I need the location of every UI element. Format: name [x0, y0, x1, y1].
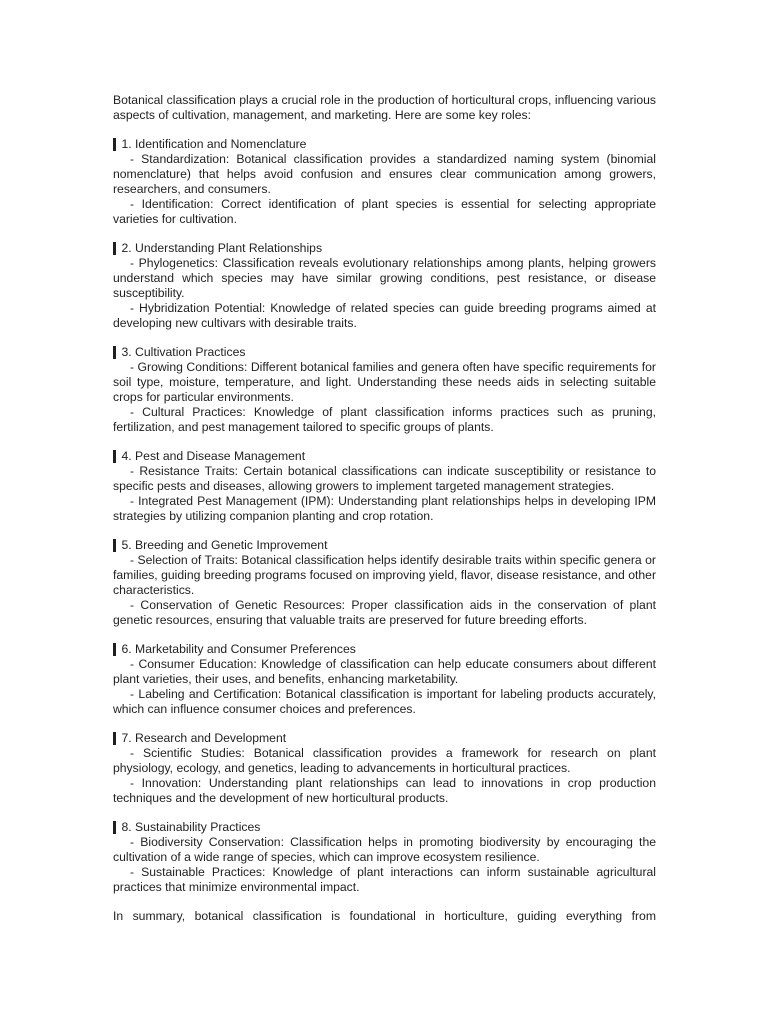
- section-point: - Standardization: Botanical classification provides a standardized naming system (binomial nomenclature) that helps avoid confusion and ensures clear communication among growers, researchers, and consumers.: [113, 152, 656, 196]
- heading-bar-icon: [113, 450, 116, 463]
- section-pest-disease: [113, 449, 656, 524]
- summary-paragraph: In summary, botanical classification is foundational in horticulture, guiding everything from: [113, 909, 656, 923]
- section-heading: [113, 538, 656, 553]
- section-research: [113, 731, 656, 806]
- section-heading-text: 8. Sustainability Practices: [121, 820, 261, 834]
- section-heading: [113, 642, 656, 657]
- section-heading-text: 4. Pest and Disease Management: [121, 449, 306, 463]
- section-point: - Cultural Practices: Knowledge of plant classification informs practices such as pruning, fertilization, and pest management tailored to specific groups of plants.: [113, 405, 656, 434]
- section-heading: [113, 820, 656, 835]
- section-cultivation-practices: [113, 345, 656, 435]
- heading-bar-icon: [113, 539, 116, 552]
- section-heading: [113, 137, 656, 152]
- section-point: - Consumer Education: Knowledge of classification can help educate consumers about different plant varieties, their uses, and benefits, enhancing marketability.: [113, 657, 656, 686]
- section-point: - Conservation of Genetic Resources: Proper classification aids in the conservation of plant genetic resources, ensuring that valuable traits are preserved for future breeding efforts.: [113, 598, 656, 627]
- document-page: [113, 93, 656, 924]
- section-sustainability: [113, 820, 656, 895]
- section-heading: [113, 241, 656, 256]
- section-heading-text: 7. Research and Development: [121, 731, 287, 745]
- section-point: - Integrated Pest Management (IPM): Understanding plant relationships helps in developing IPM strategies by utilizing companion planting and crop rotation.: [113, 494, 656, 523]
- section-point: - Resistance Traits: Certain botanical classifications can indicate susceptibility or resistance to specific pests and diseases, allowing growers to implement targeted management strategies.: [113, 464, 656, 493]
- heading-bar-icon: [113, 138, 116, 151]
- section-heading-text: 6. Marketability and Consumer Preferences: [121, 642, 356, 656]
- section-breeding: [113, 538, 656, 628]
- section-point: - Phylogenetics: Classification reveals evolutionary relationships among plants, helping growers understand which species may have similar growing conditions, pest resistance, or disease susceptibility.: [113, 256, 656, 300]
- section-point: - Growing Conditions: Different botanical families and genera often have specific requirements for soil type, moisture, temperature, and light. Understanding these needs aids in selecting suitable crops for particular environments.: [113, 360, 656, 404]
- section-point: - Biodiversity Conservation: Classification helps in promoting biodiversity by encouraging the cultivation of a wide range of species, which can improve ecosystem resilience.: [113, 835, 656, 864]
- heading-bar-icon: [113, 346, 116, 359]
- section-heading: [113, 449, 656, 464]
- heading-bar-icon: [113, 732, 116, 745]
- section-point: - Selection of Traits: Botanical classification helps identify desirable traits within specific genera or families, guiding breeding programs focused on improving yield, flavor, disease resistance, and other characteristics.: [113, 553, 656, 597]
- section-heading-text: 1. Identification and Nomenclature: [121, 137, 307, 151]
- heading-bar-icon: [113, 821, 116, 834]
- section-heading: [113, 731, 656, 746]
- section-point: - Scientific Studies: Botanical classification provides a framework for research on plant physiology, ecology, and genetics, leading to advancements in horticultural practices.: [113, 746, 656, 775]
- section-heading-text: 3. Cultivation Practices: [121, 345, 246, 359]
- section-identification: [113, 137, 656, 227]
- heading-bar-icon: [113, 242, 116, 255]
- heading-bar-icon: [113, 643, 116, 656]
- section-heading-text: 5. Breeding and Genetic Improvement: [121, 538, 328, 552]
- section-point: - Hybridization Potential: Knowledge of related species can guide breeding programs aimed at developing new cultivars with desirable traits.: [113, 301, 656, 330]
- intro-paragraph: Botanical classification plays a crucial role in the production of horticultural crops, influencing various aspects of cultivation, management, and marketing. Here are some key roles:: [113, 93, 656, 122]
- section-marketability: [113, 642, 656, 717]
- section-point: - Identification: Correct identification of plant species is essential for selecting appropriate varieties for cultivation.: [113, 197, 656, 226]
- section-point: - Sustainable Practices: Knowledge of plant interactions can inform sustainable agricultural practices that minimize environmental impact.: [113, 865, 656, 894]
- section-heading-text: 2. Understanding Plant Relationships: [121, 241, 323, 255]
- section-plant-relationships: [113, 241, 656, 331]
- section-point: - Labeling and Certification: Botanical classification is important for labeling products accurately, which can influence consumer choices and preferences.: [113, 687, 656, 716]
- section-point: - Innovation: Understanding plant relationships can lead to innovations in crop production techniques and the development of new horticultural products.: [113, 776, 656, 805]
- section-heading: [113, 345, 656, 360]
